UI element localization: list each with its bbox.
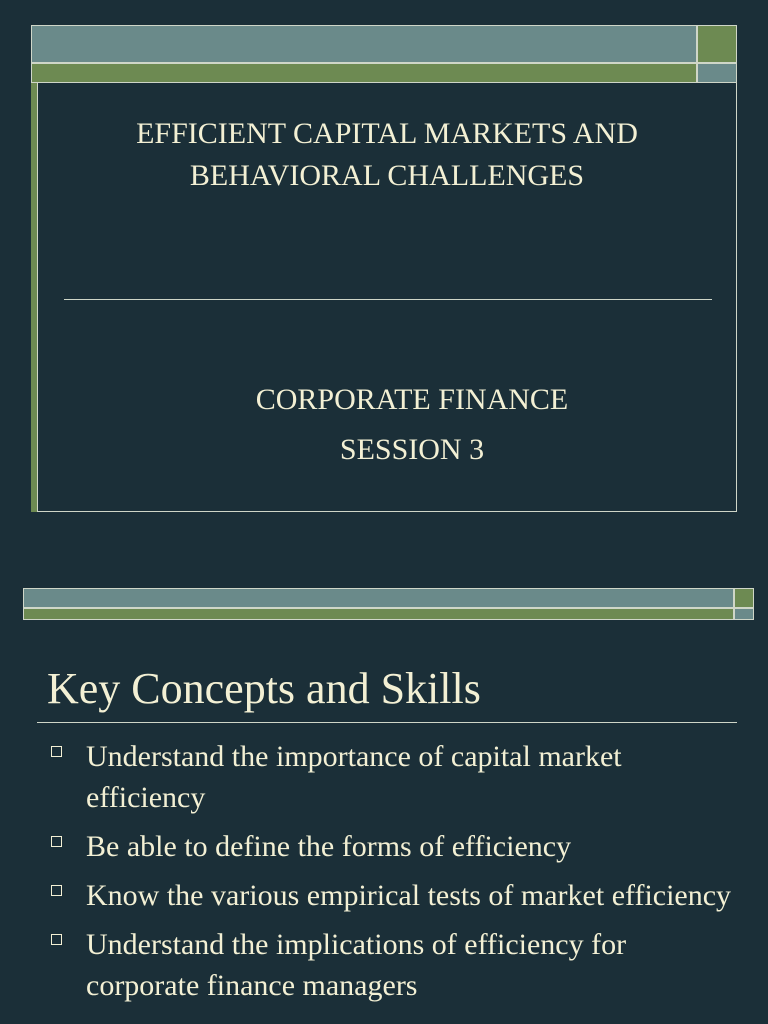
bullet-list xyxy=(47,736,737,1014)
list-item xyxy=(47,826,737,867)
session-label: SESSION 3 xyxy=(339,433,485,466)
slide-title xyxy=(71,113,703,197)
list-item xyxy=(47,924,737,1006)
header-square-teal xyxy=(697,63,737,83)
title-slide xyxy=(31,25,737,512)
list-item xyxy=(47,736,737,818)
header-square-green xyxy=(697,25,737,63)
square-bullet-icon xyxy=(51,934,62,945)
header-square-teal xyxy=(734,608,754,620)
slide-heading: Key Concepts and Skills xyxy=(47,664,481,713)
title-divider xyxy=(64,299,712,300)
slide-title-line-2: BEHAVIORAL CHALLENGES xyxy=(189,159,585,192)
header-bar-teal xyxy=(23,588,734,608)
slide-title-line-1: EFFICIENT CAPITAL MARKETS AND xyxy=(136,117,638,150)
list-item-text: Know the various empirical tests of market efficiency xyxy=(86,879,732,912)
list-item-text: Be able to define the forms of efficiency xyxy=(86,830,572,863)
left-accent-stripe xyxy=(31,83,38,512)
heading-divider xyxy=(37,722,737,723)
list-item-text: Understand the importance of capital market efficiency xyxy=(86,740,622,814)
header-square-green xyxy=(734,588,754,608)
square-bullet-icon xyxy=(51,836,62,847)
key-concepts-slide xyxy=(23,588,754,1024)
list-item-text: Understand the implications of efficiency for corporate finance managers xyxy=(86,928,627,1002)
header-bar-teal xyxy=(31,25,697,63)
square-bullet-icon xyxy=(51,746,62,757)
slide-subtitle xyxy=(71,375,753,475)
header-bar-green xyxy=(23,608,734,620)
header-bar-green xyxy=(31,63,697,83)
course-name: CORPORATE FINANCE xyxy=(255,383,569,416)
square-bullet-icon xyxy=(51,885,62,896)
list-item xyxy=(47,875,737,916)
